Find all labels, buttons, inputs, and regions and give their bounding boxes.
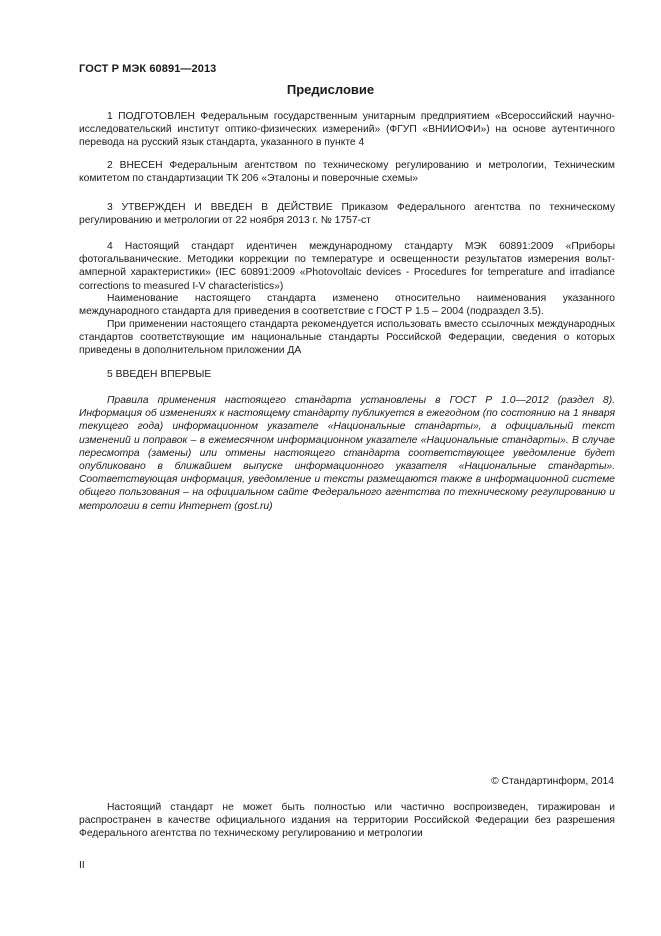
standard-number: ГОСТ Р МЭК 60891—2013 (79, 63, 217, 75)
paragraph-submitted-by: 2 ВНЕСЕН Федеральным агентством по техническому регулированию и метрологии, Техническим комитетом по стандартизации ТК 206 «Эталоны и поверочные схемы» (79, 160, 615, 185)
paragraph-approved: 3 УТВЕРЖДЕН И ВВЕДЕН В ДЕЙСТВИЕ Приказом Федерального агентства по техническому регулированию и метрологии от 22 ноября 2013 г. № 1757-ст (79, 202, 615, 227)
paragraph-application-rules: Правила применения настоящего стандарта установлены в ГОСТ Р 1.0—2012 (раздел 8). Информация об изменениях к настоящему стандарту публикуется в ежегодном (по состоянию на 1 января текущего года) информационном указателе «Национальные стандарты», а официальный текст изменений и поправок – в ежемесячном информационном указателе «Национальные стандарты». В случае пересмотра (замены) или отмены настоящего стандарта соответствующее уведомление будет опубликовано в ближайшем выпуске информационного указателя «Национальные стандарты». Соответствующая информация, уведомление и тексты размещаются также в информационной системе общего пользования – на официальном сайте Федерального агентства по техническому регулированию и метрологии в сети Интернет (gost.ru) (79, 395, 615, 512)
paragraph-introduced-first: 5 ВВЕДЕН ВПЕРВЫЕ (107, 369, 212, 380)
page-number: II (79, 860, 85, 871)
page-title: Предисловие (286, 82, 375, 97)
paragraph-references: При применении настоящего стандарта рекомендуется использовать вместо ссылочных международных стандартов соответствующие им национальные стандарты Российской Федерации, сведения о которых приведены в дополнительном приложении ДА (79, 319, 615, 357)
reproduction-notice: Настоящий стандарт не может быть полностью или частично воспроизведен, тиражирован и распространен в качестве официального издания на территории Российской Федерации без разрешения Федерального агентства по техническому регулированию и метрологии (79, 802, 615, 840)
paragraph-prepared-by: 1 ПОДГОТОВЛЕН Федеральным государственным унитарным предприятием «Всероссийский научно-исследовательский институт оптико-физических измерений» (ФГУП «ВНИИОФИ») на основе аутентичного перевода на русский язык стандарта, указанного в пункте 4 (79, 111, 615, 149)
copyright-notice: © Стандартинформ, 2014 (491, 776, 614, 787)
paragraph-name-changed: Наименование настоящего стандарта изменено относительно наименования указанного международного стандарта для приведения в соответствие с ГОСТ Р 1.5 – 2004 (подраздел 3.5). (79, 293, 615, 318)
paragraph-identical-standard: 4 Настоящий стандарт идентичен международному стандарту МЭК 60891:2009 «Приборы фотогальванические. Методики коррекции по температуре и освещенности результатов измерения вольт-амперной характеристики» (IEC 60891:2009 «Photovoltaic devices - Procedures for temperature and irradiance corrections to measured I-V characteristics») (79, 241, 615, 292)
